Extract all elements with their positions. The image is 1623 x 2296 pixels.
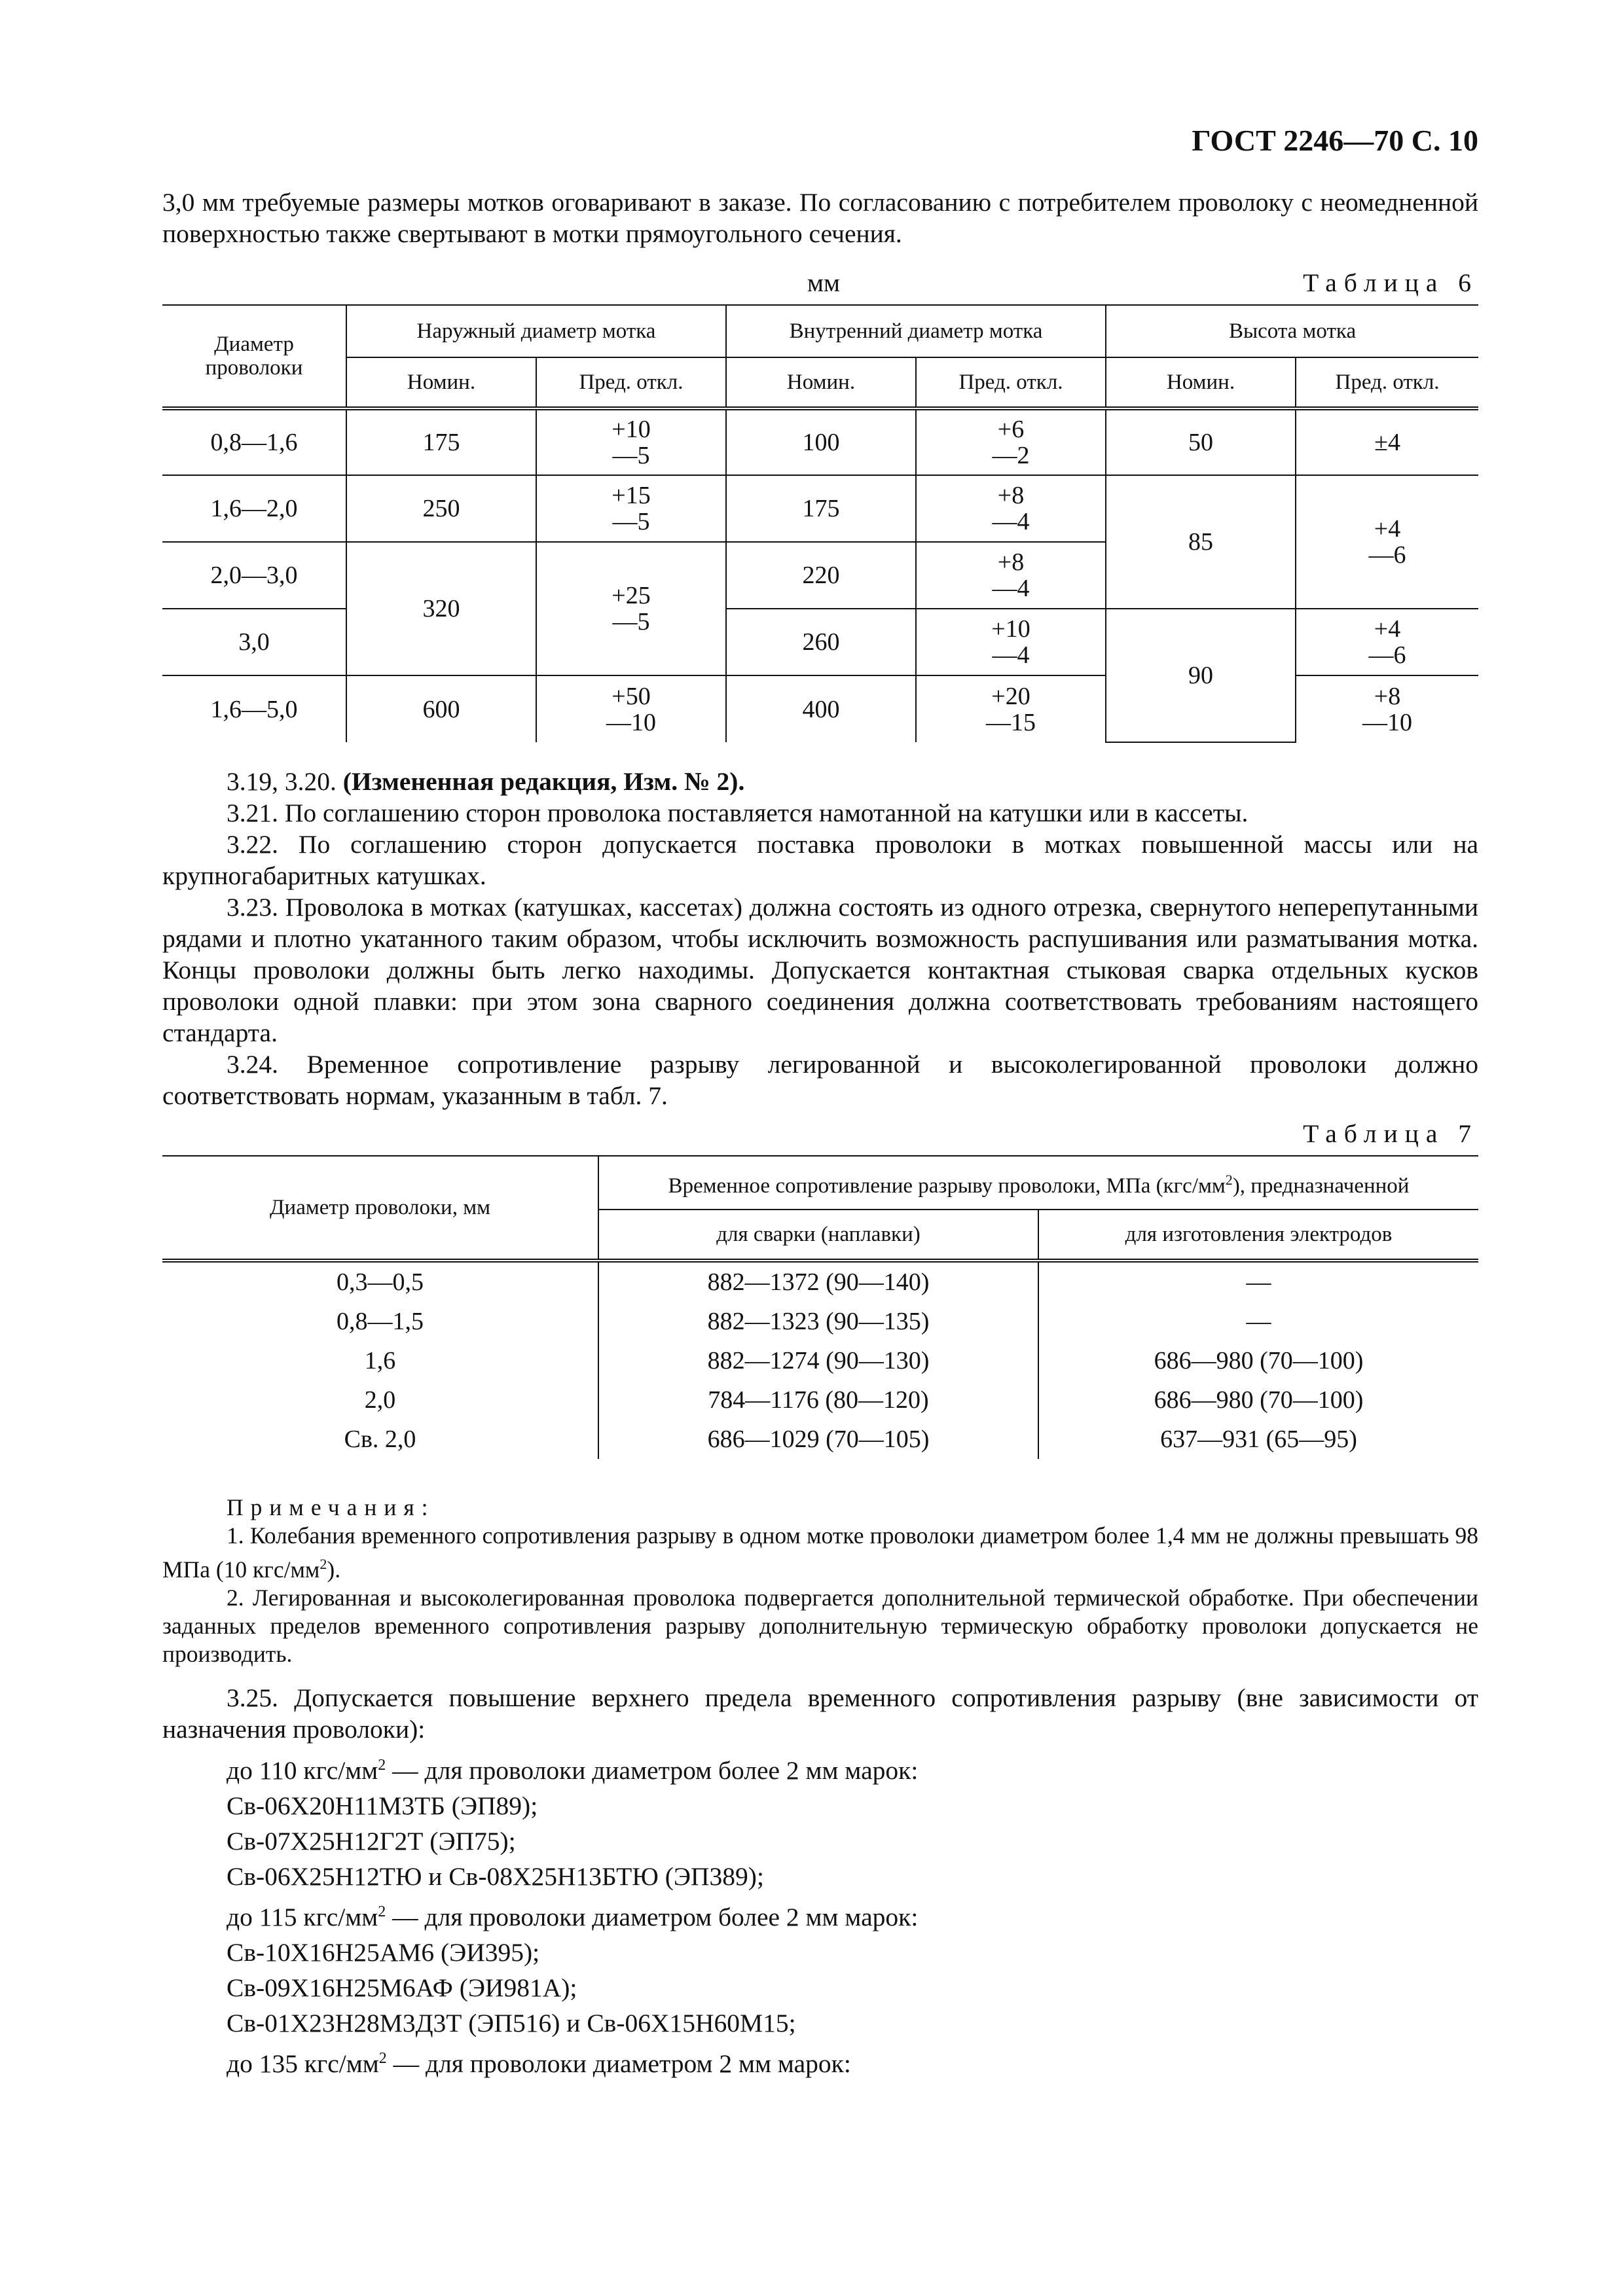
list-item: до 110 кгс/$мм^2$ — для проволоки диаметром более 2 мм марок: — [227, 1756, 919, 1785]
table6-unit: мм — [807, 268, 840, 297]
table7-caption: Таблица 7 — [1303, 1119, 1478, 1148]
table6-header-inner: Внутренний диаметр мотка — [726, 305, 1106, 357]
table6-cell-outer-nom: 175 — [346, 408, 536, 475]
table7-block — [162, 1116, 1478, 1459]
table6-cell-diameter: 3,0 — [162, 609, 346, 675]
list-item: до 135 кгс/$мм^2$ — для проволоки диаметром 2 мм марок: — [227, 2049, 851, 2079]
list-item: Св-09Х16Н25М6АФ (ЭИ981А); — [227, 1973, 577, 2003]
table7-cell-diameter: Св. 2,0 — [344, 1426, 416, 1453]
table6-cell-height-nom: 90 — [1106, 609, 1296, 742]
table6-cell-height-nom: 85 — [1106, 475, 1296, 609]
table6 — [162, 304, 1478, 743]
table6-cell-diameter: 1,6—2,0 — [162, 475, 346, 542]
table6-cell-diameter: 2,0—3,0 — [162, 542, 346, 609]
table7-cell-diameter: 0,8—1,5 — [337, 1308, 424, 1335]
table6-cell-height-dev: +4 —6 — [1296, 609, 1478, 675]
table6-header-dev: Пред. откл. — [916, 357, 1106, 408]
table6-cell-outer-nom: 250 — [346, 475, 536, 542]
table6-cell-inner-dev: +8 —4 — [916, 475, 1106, 542]
table7-header-diameter: Диаметр проволоки, мм — [162, 1156, 598, 1261]
table7-cell-electrodes: — — [1038, 1302, 1478, 1341]
list-item: Св-06Х25Н12ТЮ и Св-08Х25Н13БТЮ (ЭП389); — [227, 1862, 764, 1892]
table6-cell-inner-dev: +8 —4 — [916, 542, 1106, 609]
notes-block — [162, 1494, 1478, 1668]
table7-cell-weld: 882—1274 (90—130) — [598, 1341, 1038, 1380]
paragraph-319 — [162, 766, 1478, 797]
table6-header-height: Высота мотка — [1106, 305, 1478, 357]
table7-caption-line — [162, 1116, 1478, 1150]
note-2: 2. Легированная и высоколегированная проволока подвергается дополнительной термической обработке. При обеспечении заданных пределов временного сопротивления разрыву дополнительную термическую обработку проволоки допускается не производить. — [162, 1584, 1478, 1667]
table6-header-nom: Номин. — [346, 357, 536, 408]
table7-cell-diameter: 0,3—0,5 — [337, 1268, 424, 1296]
table6-cell-outer-dev: +50 —10 — [536, 675, 726, 742]
grade-list — [162, 1748, 1478, 2081]
table6-cell-outer-dev: +10 —5 — [536, 408, 726, 475]
page-header: ГОСТ 2246—70 С. 10 — [1192, 124, 1478, 157]
table7 — [162, 1155, 1478, 1459]
list-item: Св-10Х16Н25АМ6 (ЭИ395); — [227, 1938, 540, 1967]
intro-paragraph: 3,0 мм требуемые размеры мотков оговаривают в заказе. По согласованию с потребителем проволоку с неомедненной поверхностью также свертывают в мотки прямоугольного сечения. — [162, 188, 1478, 248]
table6-cell-inner-dev: +20 —15 — [916, 675, 1106, 742]
table6-header-dev: Пред. откл. — [536, 357, 726, 408]
paragraph-321: 3.21. По соглашению сторон проволока поставляется намотанной на катушки или в кассеты. — [227, 798, 1249, 827]
paragraph-319-amendment: (Измененная редакция, Изм. № 2). — [342, 767, 745, 796]
table6-cell-outer-nom: 320 — [346, 542, 536, 675]
table6-caption-line — [162, 265, 1478, 299]
table7-header-strength: Временное сопротивление разрыву проволоки, МПа $(кгс/мм^2)$, предназначенной — [598, 1156, 1478, 1210]
table6-cell-outer-dev: +25 —5 — [536, 542, 726, 675]
table7-cell-weld: 882—1372 (90—140) — [598, 1261, 1038, 1302]
table7-cell-electrodes: 686—980 (70—100) — [1038, 1380, 1478, 1420]
table7-cell-weld: 784—1176 (80—120) — [598, 1380, 1038, 1420]
paragraph-325 — [162, 1682, 1478, 1745]
table7-header-electrodes: для изготовления электродов — [1038, 1210, 1478, 1261]
table6-cell-height-nom: 50 — [1106, 408, 1296, 475]
table6-header-nom: Номин. — [726, 357, 916, 408]
table7-header-weld: для сварки (наплавки) — [598, 1210, 1038, 1261]
table6-cell-height-dev: +8 —10 — [1296, 675, 1478, 742]
table6-cell-inner-nom: 260 — [726, 609, 916, 675]
paragraph-324: 3.24. Временное сопротивление разрыву легированной и высоколегированной проволоки должно соответствовать нормам, указанным в табл. 7. — [162, 1050, 1478, 1110]
table6-cell-diameter: 1,6—5,0 — [210, 695, 298, 723]
table6-cell-inner-nom: 100 — [726, 408, 916, 475]
table-row — [162, 1261, 1478, 1302]
list-item: Св-06Х20Н11М3ТБ (ЭП89); — [227, 1791, 538, 1821]
list-item: Св-01Х23Н28М3Д3Т (ЭП516) и Св-06Х15Н60М15; — [227, 2009, 796, 2038]
table6-cell-diameter: 0,8—1,6 — [162, 408, 346, 475]
paragraph-325-text: 3.25. Допускается повышение верхнего предела временного сопротивления разрыву (вне зависимости от назначения проволоки): — [162, 1683, 1478, 1744]
table-row — [162, 1380, 1478, 1420]
notes-title: Примечания: — [227, 1494, 435, 1520]
table7-cell-electrodes: — — [1038, 1261, 1478, 1302]
table7-cell-weld: 882—1323 (90—135) — [598, 1302, 1038, 1341]
table6-cell-outer-nom: 600 — [346, 675, 536, 742]
table7-cell-electrodes: 637—931 (65—95) — [1038, 1420, 1478, 1459]
table7-cell-diameter: 1,6 — [364, 1347, 396, 1374]
table6-cell-inner-dev: +6 —2 — [916, 408, 1106, 475]
table6-header-nom: Номин. — [1106, 357, 1296, 408]
table6-cell-inner-nom: 400 — [726, 675, 916, 742]
paragraph-319-number: 3.19, 3.20. — [227, 767, 337, 796]
list-item: Св-07Х25Н12Г2Т (ЭП75); — [227, 1827, 516, 1856]
table-row — [162, 1420, 1478, 1459]
table-row — [162, 1302, 1478, 1341]
paragraph-322: 3.22. По соглашению сторон допускается поставка проволоки в мотках повышенной массы или на крупногабаритных катушках. — [162, 830, 1478, 890]
table7-cell-electrodes: 686—980 (70—100) — [1038, 1341, 1478, 1380]
table6-cell-height-dev: ±4 — [1296, 408, 1478, 475]
table6-header-diameter: Диаметр проволоки — [162, 305, 346, 408]
table7-cell-diameter: 2,0 — [364, 1386, 396, 1414]
body-paragraphs — [162, 766, 1478, 1111]
table-row — [162, 1341, 1478, 1380]
table6-cell-inner-nom: 175 — [726, 475, 916, 542]
table6-cell-outer-dev: +15 —5 — [536, 475, 726, 542]
paragraph-323: 3.23. Проволока в мотках (катушках, кассетах) должна состоять из одного отрезка, свернутого неперепутанными рядами и плотно укатанного таким образом, чтобы исключить возможность распушивания или разматывания мотка. Концы проволоки должны быть легко находимы. Допускается контактная стыковая сварка отдельных кусков проволоки одной плавки: при этом зона сварного соединения должна соответствовать требованиям настоящего стандарта. — [162, 893, 1478, 1047]
table6-header-outer: Наружный диаметр мотка — [346, 305, 726, 357]
table6-header-dev: Пред. откл. — [1296, 357, 1478, 408]
table6-caption: Таблица 6 — [1303, 268, 1478, 297]
table7-cell-weld: 686—1029 (70—105) — [598, 1420, 1038, 1459]
table6-cell-inner-dev: +10 —4 — [916, 609, 1106, 675]
table6-cell-inner-nom: 220 — [726, 542, 916, 609]
table6-block — [162, 265, 1478, 743]
table6-cell-height-dev: +4 —6 — [1296, 475, 1478, 609]
note-1: 1. Колебания временного сопротивления разрыву в одном мотке проволоки диаметром более 1,4 мм не должны превышать 98 МПа (10 кгс/$мм^2$). — [162, 1522, 1478, 1583]
list-item: до 115 кгс/$мм^2$ — для проволоки диаметром более 2 мм марок: — [227, 1903, 919, 1932]
